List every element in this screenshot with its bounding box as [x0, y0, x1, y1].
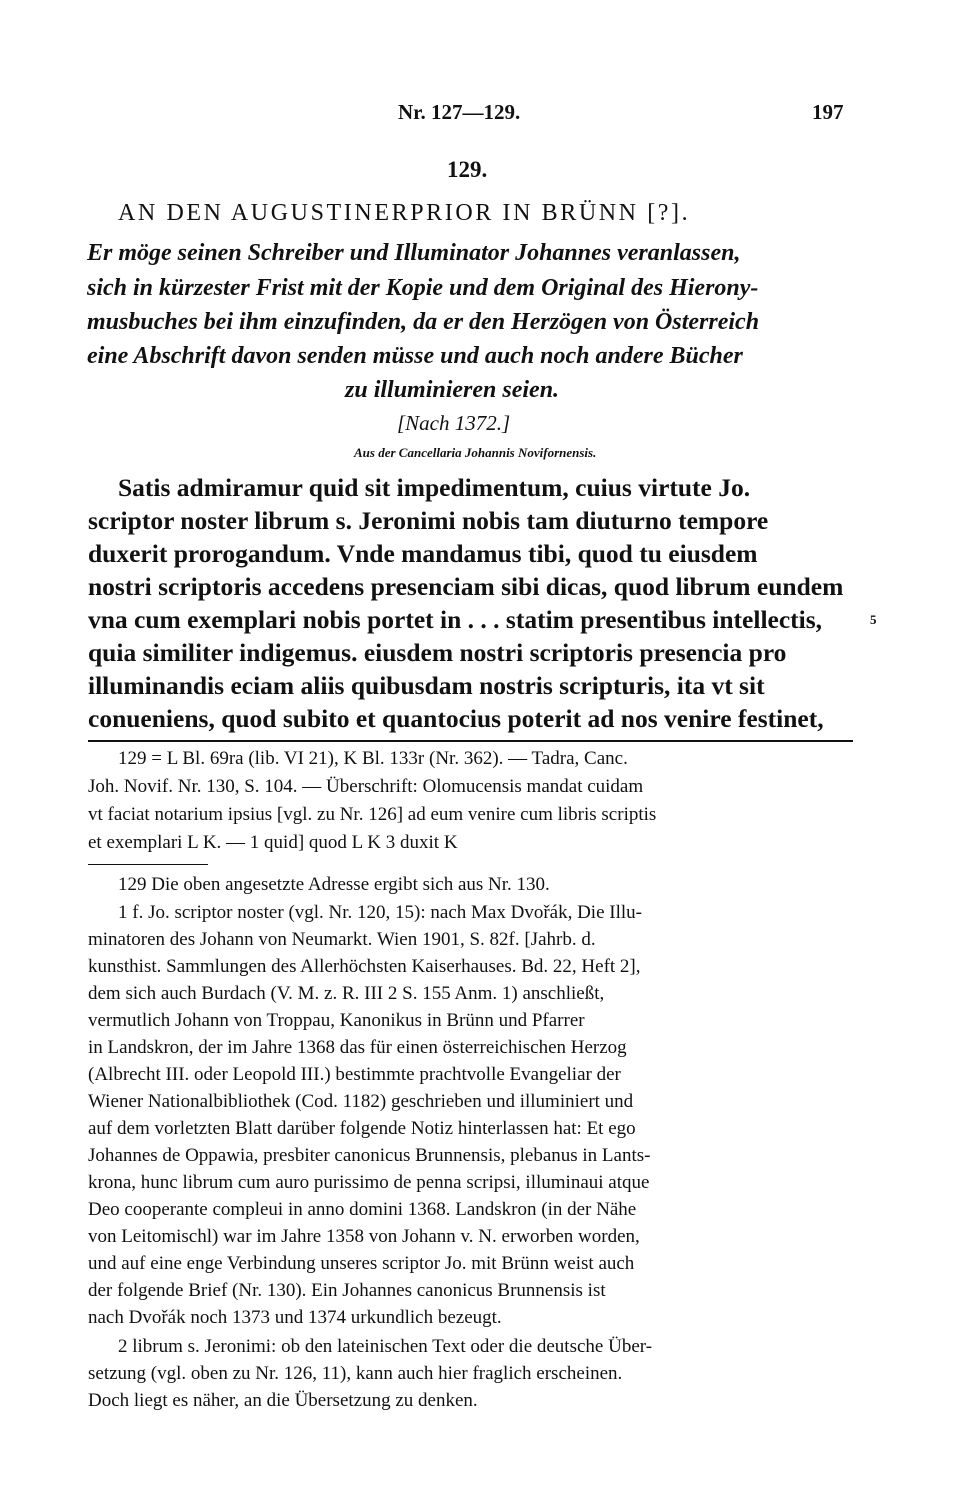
document-date: [Nach 1372.]	[397, 411, 511, 435]
commentary-line: krona, hunc librum cum auro purissimo de penna scripsi, illuminaui atque	[88, 1172, 650, 1193]
apparatus-rule	[88, 740, 853, 742]
document-number: 129.	[447, 157, 488, 182]
commentary-line: setzung (vgl. oben zu Nr. 126, 11), kann auch hier fraglich erscheinen.	[88, 1363, 623, 1384]
commentary-line: Doch liegt es näher, an die Übersetzung zu denken.	[88, 1390, 478, 1411]
line-number-marker: 5	[870, 612, 877, 627]
commentary-line: nach Dvořák noch 1373 und 1374 urkundlich bezeugt.	[88, 1307, 502, 1328]
commentary-line: dem sich auch Burdach (V. M. z. R. III 2 S. 155 Anm. 1) anschließt,	[88, 983, 605, 1004]
text-line: conueniens, quod subito et quantocius poterit ad nos venire festinet,	[88, 704, 824, 733]
text-line: quia similiter indigemus. eiusdem nostri scriptoris presencia pro	[88, 638, 787, 667]
text-line: duxerit prorogandum. Vnde mandamus tibi, quod tu eiusdem	[88, 539, 758, 568]
commentary-line: auf dem vorletzten Blatt darüber folgende Notiz hinterlassen hat: Et ego	[88, 1118, 636, 1139]
commentary-line: vermutlich Johann von Troppau, Kanonikus in Brünn und Pfarrer	[88, 1010, 585, 1031]
summary-line: zu illuminieren seien.	[345, 377, 560, 403]
commentary-line: 129 Die oben angesetzte Adresse ergibt sich aus Nr. 130.	[118, 874, 550, 895]
summary-line: musbuches bei ihm einzufinden, da er den Herzögen von Österreich	[87, 309, 760, 335]
text-line: nostri scriptoris accedens presenciam sibi dicas, quod librum eundem	[88, 572, 844, 601]
apparatus-line: 129 = L Bl. 69ra (lib. VI 21), K Bl. 133r (Nr. 362). — Tadra, Canc.	[118, 748, 628, 769]
commentary-line: kunsthist. Sammlungen des Allerhöchsten Kaiserhauses. Bd. 22, Heft 2],	[88, 956, 641, 977]
summary-line: sich in kürzester Frist mit der Kopie und dem Original des Hierony-	[87, 275, 759, 301]
text-line: Satis admiramur quid sit impedimentum, cuius virtute Jo.	[118, 473, 751, 502]
commentary-line: der folgende Brief (Nr. 130). Ein Johannes canonicus Brunnensis ist	[88, 1280, 606, 1301]
document-title: AN DEN AUGUSTINERPRIOR IN BRÜNN [?].	[118, 200, 691, 226]
commentary-line: und auf eine enge Verbindung unseres scriptor Jo. mit Brünn weist auch	[88, 1253, 635, 1274]
commentary-line: 2 librum s. Jeronimi: ob den lateinischen Text oder die deutsche Über-	[118, 1336, 653, 1357]
commentary-rule	[88, 864, 208, 865]
text-line: illuminandis eciam aliis quibusdam nostris scripturis, ita vt sit	[88, 671, 765, 700]
commentary-line: (Albrecht III. oder Leopold III.) bestimmte prachtvolle Evangeliar der	[88, 1064, 621, 1085]
document-source: Aus der Cancellaria Johannis Novifornensis.	[354, 445, 597, 460]
commentary-line: Wiener Nationalbibliothek (Cod. 1182) geschrieben und illuminiert und	[88, 1091, 634, 1112]
summary-line: Er möge seinen Schreiber und Illuminator Johannes veranlassen,	[87, 240, 741, 266]
commentary-line: Deo cooperante compleui in anno domini 1368. Landskron (in der Nähe	[88, 1199, 637, 1220]
apparatus-line: vt faciat notarium ipsius [vgl. zu Nr. 126] ad eum venire cum libris scriptis	[88, 804, 657, 825]
apparatus-line: Joh. Novif. Nr. 130, S. 104. — Überschrift: Olomucensis mandat cuidam	[88, 776, 644, 797]
apparatus-line: et exemplari L K. — 1 quid] quod L K 3 duxit K	[88, 832, 458, 853]
commentary-line: minatoren des Johann von Neumarkt. Wien 1901, S. 82f. [Jahrb. d.	[88, 929, 596, 950]
commentary-line: von Leitomischl) war im Jahre 1358 von Johann v. N. erworben worden,	[88, 1226, 640, 1247]
running-title: Nr. 127—129.	[398, 100, 521, 124]
text-line: vna cum exemplari nobis portet in . . . statim presentibus intellectis,	[88, 605, 823, 634]
commentary-line: in Landskron, der im Jahre 1368 das für einen österreichischen Herzog	[88, 1037, 627, 1058]
commentary-line: Johannes de Oppawia, presbiter canonicus Brunnensis, plebanus in Lants-	[88, 1145, 651, 1166]
page-number: 197	[812, 100, 844, 124]
summary-line: eine Abschrift davon senden müsse und auch noch andere Bücher	[87, 343, 743, 369]
text-line: scriptor noster librum s. Jeronimi nobis tam diuturno tempore	[88, 506, 769, 535]
commentary-line: 1 f. Jo. scriptor noster (vgl. Nr. 120, 15): nach Max Dvořák, Die Illu-	[118, 902, 642, 923]
